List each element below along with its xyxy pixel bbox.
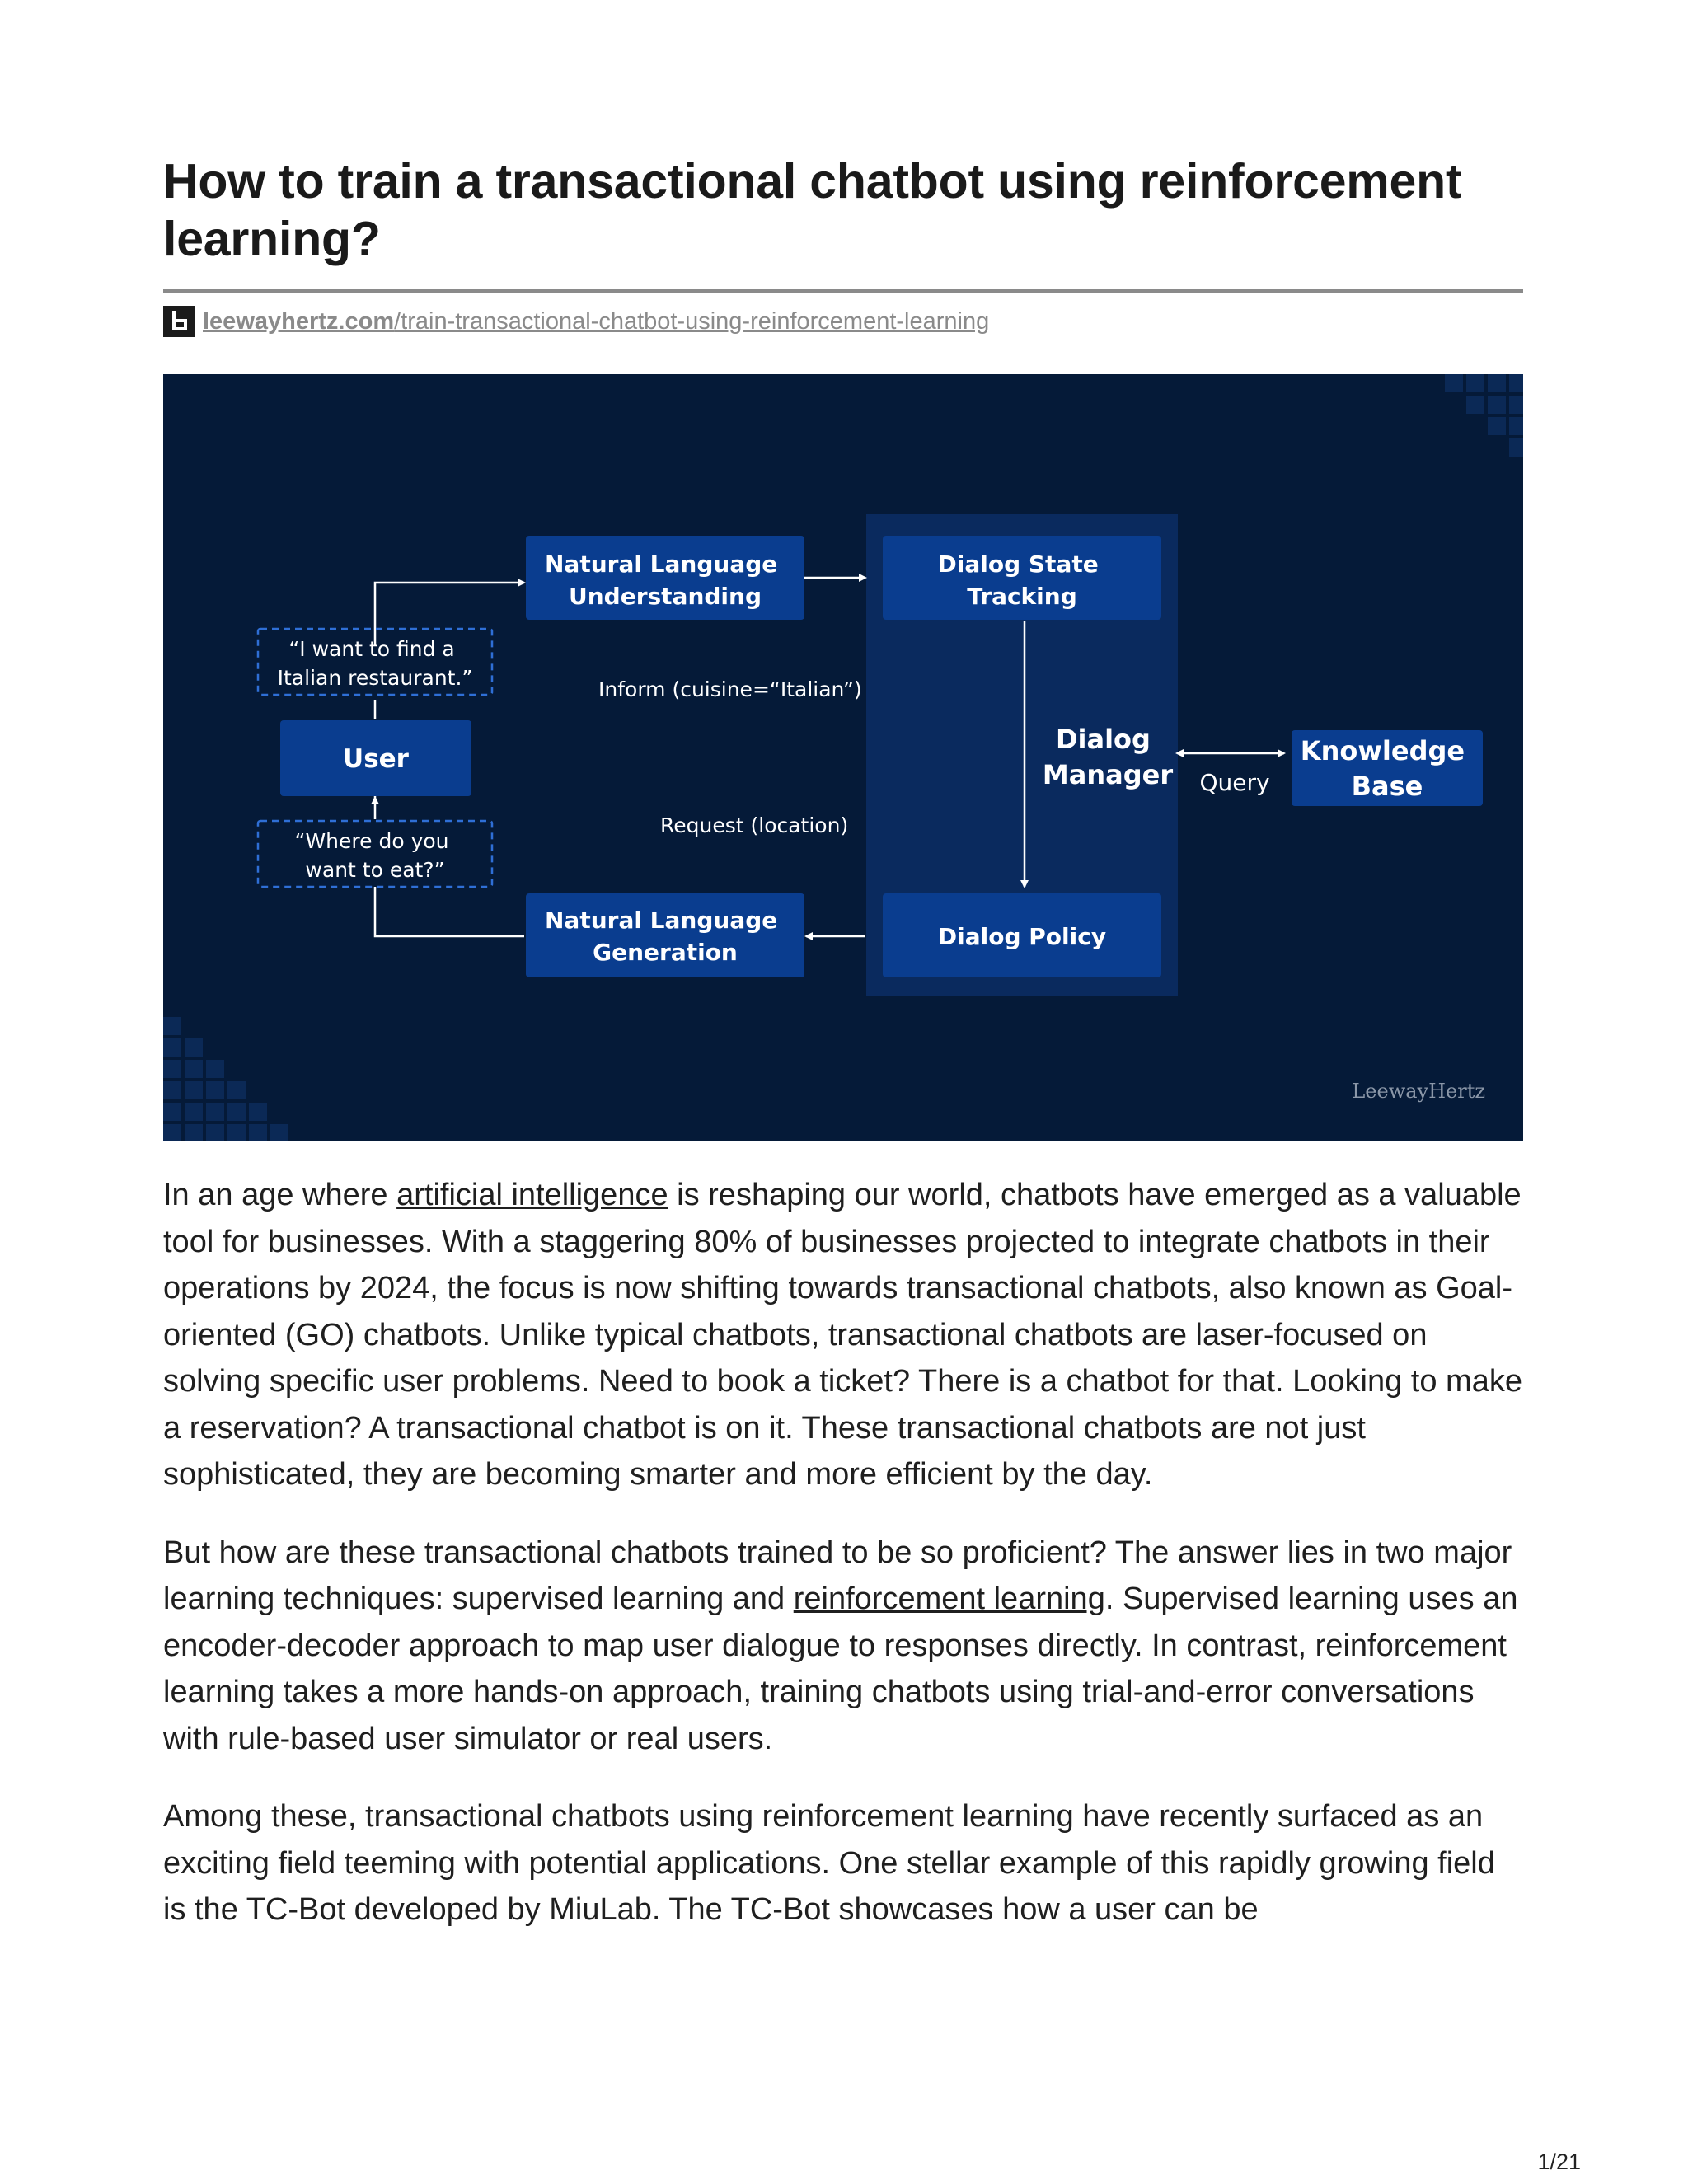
query-label: Query <box>1199 769 1270 796</box>
system-question-quote-line1: “Where do you <box>294 829 449 853</box>
paragraph-2-text-a: But how are these transactional chatbots trained to be so proficient? The answer lies in two major learning techniques: supervised learning and <box>163 1535 1512 1616</box>
knowledge-base-line2: Base <box>1351 771 1423 802</box>
source-link[interactable] <box>203 308 989 335</box>
paragraph-1-text-b: is reshaping our world, chatbots have emerged as a valuable tool for businesses. With a staggering 80% of businesses projected to integrate chatbots in their operations by 2024, the focus is now shifting towards transactional chatbots, also known as Goal-oriented (GO) chatbots. Unlike typical chatbots, transactional chatbots are laser-focused on solving specific user problems. Need to book a ticket? There is a chatbot for that. Looking to make a reservation? A transactional chatbot is on it. These transactional chatbots are not just sophisticated, they are becoming smarter and more efficient by the day. <box>163 1178 1522 1492</box>
paragraph-1 <box>163 1172 1523 1498</box>
user-node-label: User <box>343 744 409 774</box>
article-title: How to train a transactional chatbot using reinforcement learning? <box>163 154 1462 266</box>
paragraph-3-text: Among these, transactional chatbots using reinforcement learning have recently surfaced as an exciting field teeming with potential applications. One stellar example of this rapidly growing field is the TC-Bot developed by MiuLab. The TC-Bot showcases how a user can be <box>163 1799 1495 1927</box>
dialog-manager-line1: Dialog <box>1055 724 1151 755</box>
article-body <box>163 1172 1523 1933</box>
paragraph-3 <box>163 1793 1523 1933</box>
svg-text:“I want to find a Ital <box>278 637 473 690</box>
diagram-canvas <box>163 374 1523 1141</box>
request-label: Request (location) <box>660 813 849 837</box>
page <box>163 152 1523 1965</box>
system-question-quote-line2: want to eat?” <box>305 858 445 882</box>
decor-pixels-bottom-left <box>163 1017 288 1141</box>
nlg-node-line2: Generation <box>593 939 738 966</box>
dialog-manager-line2: Manager <box>1042 759 1174 790</box>
site-favicon-icon <box>163 306 195 337</box>
user-request-quote-line1: “I want to find a <box>288 637 455 661</box>
title-divider <box>163 289 1523 293</box>
svg-text:“Where do you want to <box>295 829 456 882</box>
source-path: /train-transactional-chatbot-using-reinforcement-learning <box>394 307 990 335</box>
nlg-node-line1: Natural Language <box>544 907 778 934</box>
paragraph-2-text-b: . Supervised learning uses an encoder-decoder approach to map user dialogue to responses directly. In contrast, reinforcement learning takes a more hands-on approach, training chatbots using trial-and-error conversations with rule-based user simulator or real users. <box>163 1582 1518 1756</box>
inform-label: Inform (cuisine=“Italian”) <box>598 677 862 701</box>
paragraph-2 <box>163 1530 1523 1763</box>
watermark: LeewayHertz <box>1352 1080 1485 1103</box>
page-number: 1/21 <box>1537 2149 1581 2174</box>
nlu-node-line2: Understanding <box>568 583 762 610</box>
dialog-policy-label: Dialog Policy <box>937 923 1107 950</box>
dst-node-line1: Dialog State <box>937 551 1099 578</box>
knowledge-base-line1: Knowledge <box>1300 735 1465 766</box>
user-request-quote-line2: Italian restaurant.” <box>277 666 473 690</box>
dst-node-line2: Tracking <box>967 583 1077 610</box>
dialog-system-diagram <box>163 374 1523 1141</box>
link-reinforcement-learning[interactable]: reinforcement learning <box>793 1582 1105 1616</box>
link-artificial-intelligence[interactable]: artificial intelligence <box>396 1178 668 1212</box>
decor-pixels-top-right <box>1445 374 1523 457</box>
source-domain: leewayhertz.com <box>203 307 395 335</box>
nlu-node-line1: Natural Language <box>544 551 778 578</box>
paragraph-1-text-a: In an age where <box>163 1178 397 1212</box>
source-line <box>163 305 1523 338</box>
